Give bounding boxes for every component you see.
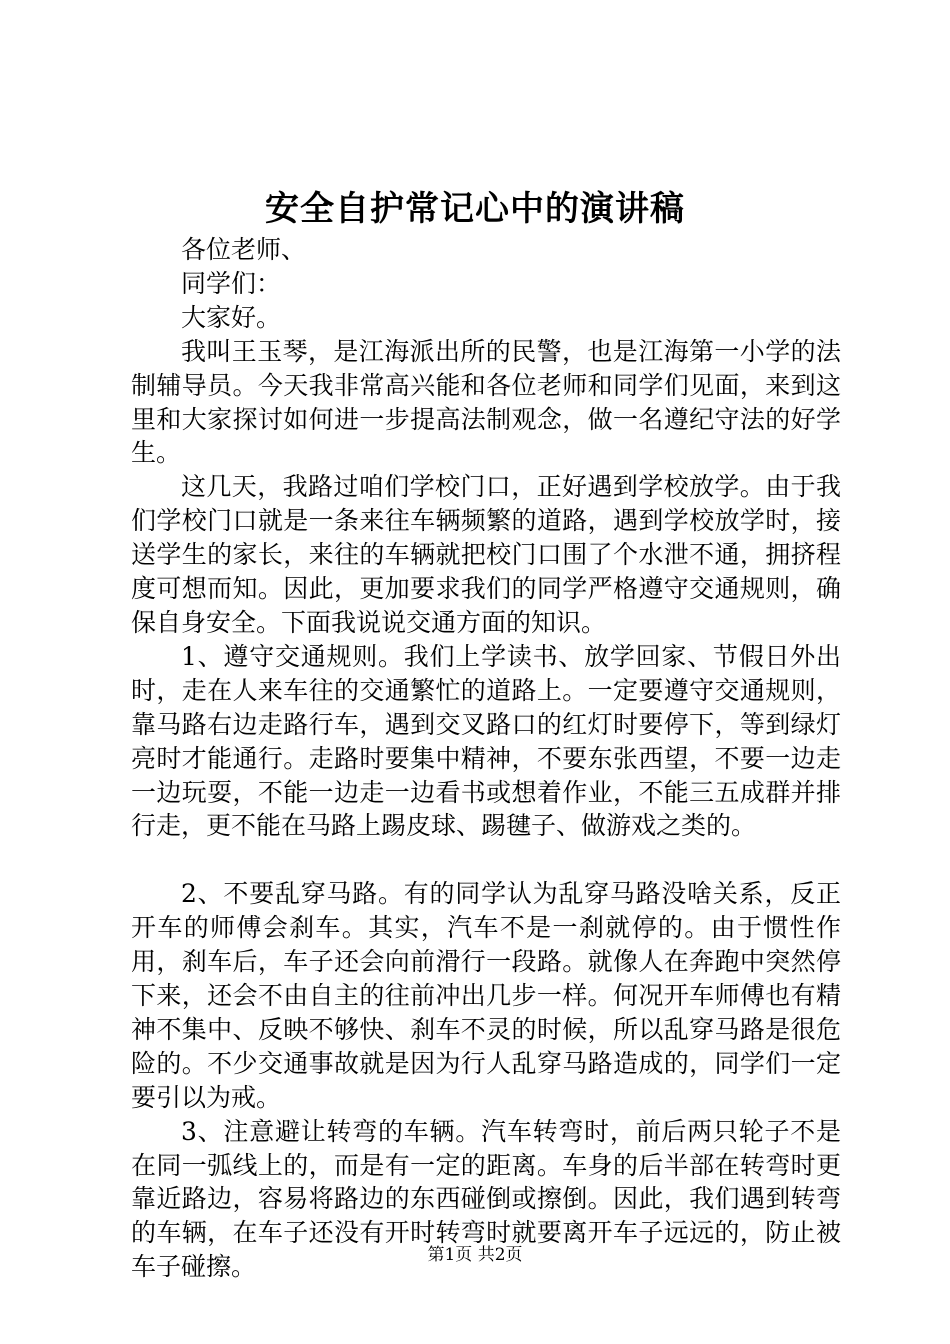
greeting: 大家好。 (181, 302, 282, 332)
page-indicator: 第1页 共2页 (427, 1245, 523, 1265)
paragraph-rule-2: 2、不要乱穿马路。有的同学认为乱穿马路没啥关系，反正开车的师傅会刹车。其实，汽车不是一刹就停的。由于惯性作用，刹车后，车子还会向前滑行一段路。就像人在奔跑中突然停下来，还会不由自主的往前冲出几步一样。何况开车师傅也有精神不集中、反映不够快、刹车不灵的时候，所以乱穿马路是很危险的。不少交通事故就是因为行人乱穿马路造成的，同学们一定要引以为戒。 (131, 879, 841, 1112)
paragraph-background: 这几天，我路过咱们学校门口，正好遇到学校放学。由于我们学校门口就是一条来往车辆频繁的道路，遇到学校放学时，接送学生的家长，来往的车辆就把校门口围了个水泄不通，拥挤程度可想而知。因此，更加要求我们的同学严格遵守交通规则，确保自身安全。下面我说说交通方面的知识。 (131, 472, 841, 637)
paragraph-introduction: 我叫王玉琴，是江海派出所的民警，也是江海第一小学的法制辅导员。今天我非常高兴能和各位老师和同学们见面，来到这里和大家探讨如何进一步提高法制观念，做一名遵纪守法的好学生。 (131, 336, 841, 468)
document-title: 安全自护常记心中的演讲稿 (265, 189, 685, 229)
paragraph-rule-3: 3、注意避让转弯的车辆。汽车转弯时，前后两只轮子不是在同一弧线上的，而是有一定的距离。车身的后半部在转弯时更靠近路边，容易将路边的东西碰倒或擦倒。因此，我们遇到转弯的车辆，在车子还没有开时转弯时就要离开车子远远的，防止被车子碰擦。 (131, 1116, 841, 1282)
salutation-teachers: 各位老师、 (181, 235, 307, 264)
paragraph-rule-1: 1、遵守交通规则。我们上学读书、放学回家、节假日外出时，走在人来车往的交通繁忙的道路上。一定要遵守交通规则，靠马路右边走路行车，遇到交叉路口的红灯时要停下，等到绿灯亮时才能通行。走路时要集中精神，不要东张西望，不要一边走一边玩耍，不能一边走一边看书或想着作业，不能三五成群并排行走，更不能在马路上踢皮球、踢毽子、做游戏之类的。 (131, 641, 841, 841)
salutation-students: 同学们： (181, 268, 282, 298)
document-body (131, 233, 841, 1284)
